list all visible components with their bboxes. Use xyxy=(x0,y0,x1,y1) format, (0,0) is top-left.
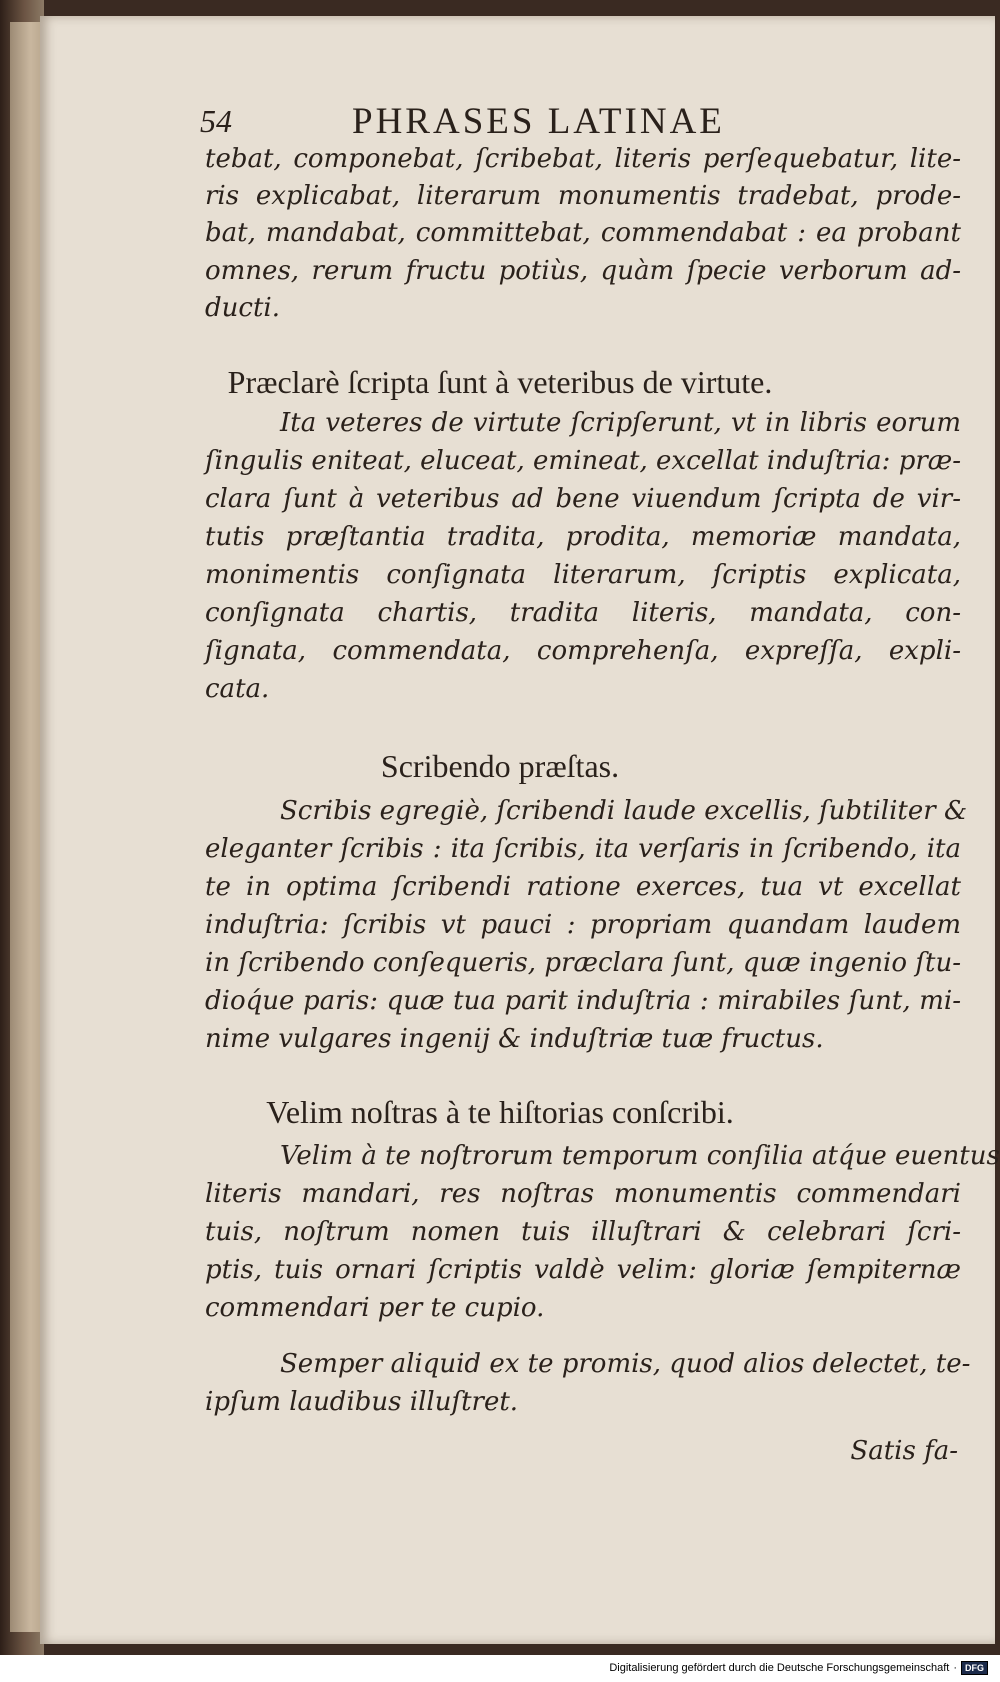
text-line: bat, mandabat, committebat, commendabat : ea probant xyxy=(205,218,961,248)
section-heading: Scribendo præſtas. xyxy=(380,748,620,784)
text-line: ris explicabat, literarum monumentis tradebat, prode- xyxy=(205,181,961,211)
text-line: Ita veteres de virtute ſcripſerunt, vt in libris eorum xyxy=(280,408,961,438)
text-line: dioq́ue paris: quæ tua parit induſtria : mirabiles ſunt, mi- xyxy=(205,986,961,1016)
text-line: in ſcribendo conſequeris, præclara ſunt, quæ ingenio ſtu- xyxy=(205,948,961,978)
dfg-logo-icon: DFG xyxy=(961,1661,988,1675)
text-line: Scribis egregiè, ſcribendi laude excellis, ſubtiliter & xyxy=(280,796,968,826)
running-title: PHRASES LATINAE xyxy=(352,101,725,142)
text-line: conſignata chartis, tradita literis, mandata, con- xyxy=(205,598,961,628)
text-line: Velim à te noſtrorum temporum conſilia atq́ue euentus xyxy=(280,1141,1000,1171)
text-line: ipſum laudibus illuſtret. xyxy=(205,1387,519,1417)
text-line: ſingulis eniteat, eluceat, emineat, excellat induſtria: præ- xyxy=(205,446,961,476)
digitization-footer: Digitalisierung gefördert durch die Deutsche Forschungsgemeinschaft · DFG xyxy=(609,1661,988,1675)
footer-text: Digitalisierung gefördert durch die Deutsche Forschungsgemeinschaft xyxy=(609,1662,950,1674)
page-number: 54 xyxy=(200,103,232,139)
text-line: ſignata, commendata, comprehenſa, expreſſa, expli- xyxy=(205,636,961,666)
text-line: tutis præſtantia tradita, prodita, memoriæ mandata, xyxy=(205,522,961,552)
text-line: literis mandari, res noſtras monumentis commendari xyxy=(205,1179,961,1209)
text-line: tuis, noſtrum nomen tuis illuſtrari & celebrari ſcri- xyxy=(205,1217,961,1247)
text-line: nime vulgares ingenij & induſtriæ tuæ fructus. xyxy=(205,1024,824,1054)
text-line: omnes, rerum fructu potiùs, quàm ſpecie verborum ad- xyxy=(205,256,961,286)
text-line: commendari per te cupio. xyxy=(205,1293,545,1323)
page-edge xyxy=(10,22,44,1632)
text-line: Semper aliquid ex te promis, quod alios delectet, te- xyxy=(280,1349,971,1379)
text-line: eleganter ſcribis : ita ſcribis, ita verſaris in ſcribendo, ita xyxy=(205,834,961,864)
text-line: te in optima ſcribendi ratione exerces, tua vt excellat xyxy=(205,872,961,902)
section-heading: Velim noſtras à te hiſtorias conſcribi. xyxy=(266,1094,734,1130)
text-line: monimentis conſignata literarum, ſcriptis explicata, xyxy=(205,560,961,590)
text-line: clara ſunt à veteribus ad bene viuendum ſcripta de vir- xyxy=(205,484,961,514)
catchword: Satis fa- xyxy=(850,1436,958,1466)
section-heading: Præclarè ſcripta ſunt à veteribus de virtute. xyxy=(227,364,773,400)
text-line: tebat, componebat, ſcribebat, literis perſequebatur, lite- xyxy=(205,144,961,174)
text-line: cata. xyxy=(205,674,270,704)
text-line: ptis, tuis ornari ſcriptis valdè velim: gloriæ ſempiternæ xyxy=(205,1255,961,1285)
text-line: induſtria: ſcribis vt pauci : propriam quandam laudem xyxy=(205,910,961,940)
text-line: ducti. xyxy=(205,293,280,323)
